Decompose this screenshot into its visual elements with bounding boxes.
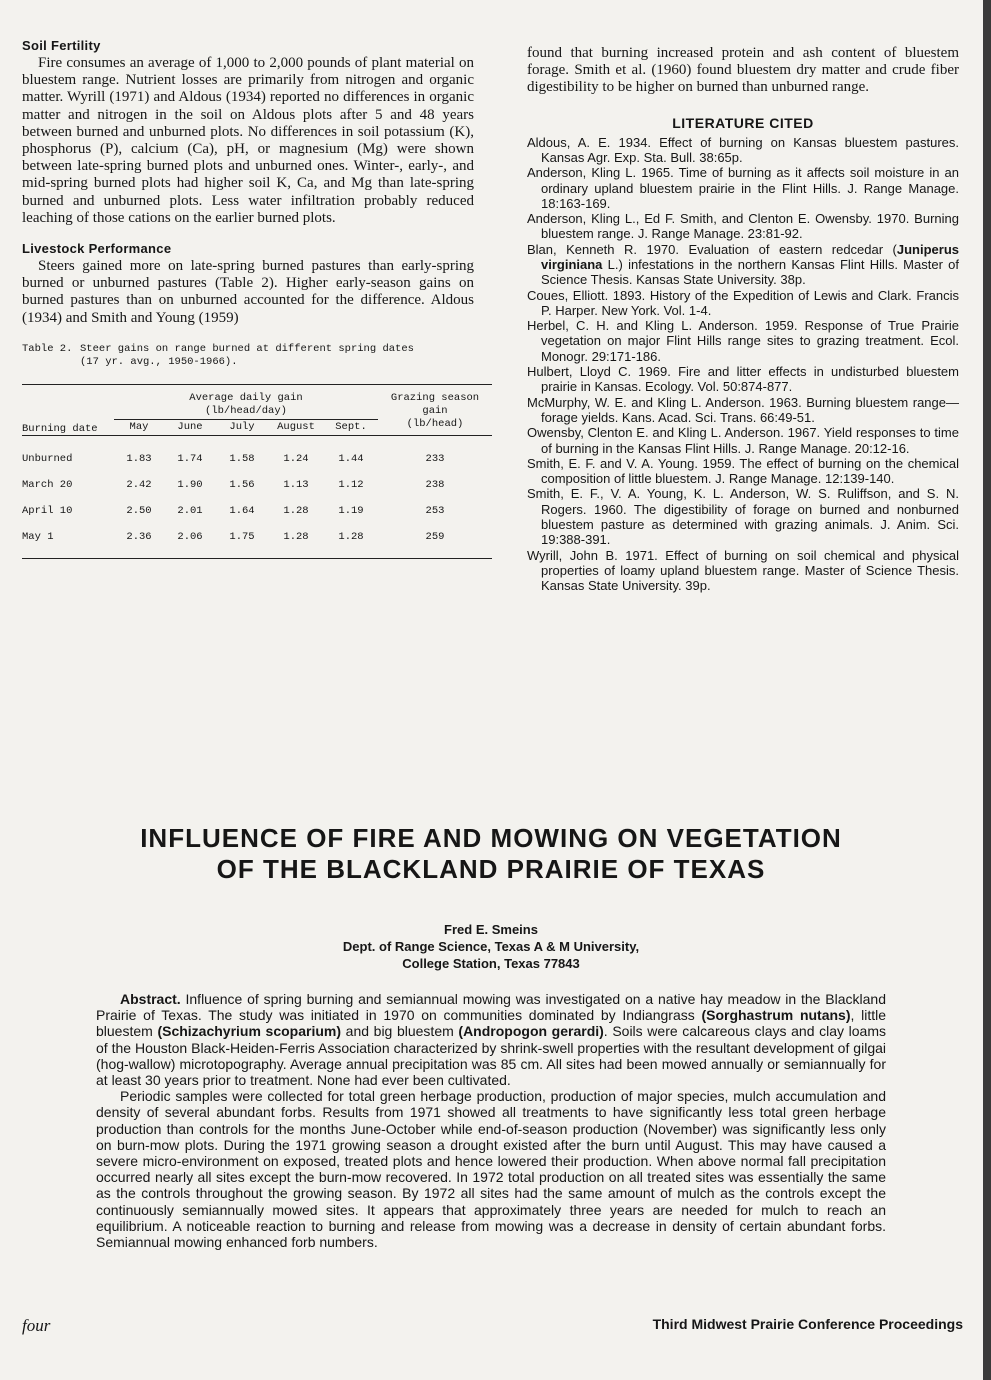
cell: 1.12	[338, 478, 364, 491]
season-cell: 238	[425, 478, 445, 491]
cell: 2.01	[177, 504, 203, 517]
avg-gain-units: (lb/head/day)	[205, 404, 287, 417]
reference: McMurphy, W. E. and Kling L. Anderson. 1963. Burning bluestem range—forage yields. Kans. Acad. Sci. Trans. 66:49-51.	[527, 394, 959, 425]
cell: 1.75	[229, 530, 255, 543]
cell: 1.58	[229, 452, 255, 465]
reference: Owensby, Clenton E. and Kling L. Anderson. 1967. Yield responses to time of burning in the Kansas Flint Hills. J. Range Manage. 20:12-16.	[527, 425, 959, 456]
cell: 1.90	[177, 478, 203, 491]
burning-date-header: Burning date	[22, 422, 98, 435]
literature-cited-heading: LITERATURE CITED	[672, 114, 814, 131]
page-footer	[22, 1316, 963, 1336]
article-title	[96, 823, 886, 885]
page-number: four	[22, 1316, 51, 1335]
affiliation: Dept. of Range Science, Texas A & M University,	[342, 939, 640, 954]
reference: Herbel, C. H. and Kling L. Anderson. 1959. Response of True Prairie vegetation on major Flint Hills range sites to grazing treatment. Ecol. Monogr. 29:171-186.	[527, 318, 959, 364]
month-header: Sept.	[324, 419, 378, 435]
cell: 1.83	[126, 452, 152, 465]
reference: Blan, Kenneth R. 1970. Evaluation of eastern redcedar (Juniperus virginiana L.) infestations in the northern Kansas Flint Hills. Master of Science Thesis. Kansas State University. 38p.	[527, 241, 959, 288]
steer-gain-table	[22, 384, 492, 559]
row-date: Unburned	[22, 452, 73, 465]
title-line: OF THE BLACKLAND PRAIRIE OF TEXAS	[216, 854, 766, 884]
abstract-paragraph: Abstract. Influence of spring burning and semiannual mowing was investigated on a native hay meadow in the Blackland Prairie of Texas. The study was initiated in 1970 on communities dominated by Indiangrass (Sorghastrum nutans), little bluestem (Schizachyrium scoparium) and big bluestem (Andropogon gerardi). Soils were calcareous clays and clay loams of the Houston Black-Heiden-Ferris Association characterized by shrink-swell properties with the resultant development of gilgai (hog-wallow) microtopography. Average annual precipitation was 85 cm. All sites had been mowed annually or semiannually for at least 30 years prior to treatment. None had ever been cultivated.	[96, 991, 886, 1089]
reference: Anderson, Kling L. 1965. Time of burning as it affects soil moisture in an ordinary upland bluestem prairie in the Flint Hills. J. Range Manage. 18:163-169.	[527, 165, 959, 211]
cell: 1.64	[229, 504, 255, 517]
table-row	[22, 446, 492, 472]
season-gain-header2: gain	[422, 404, 448, 417]
table-caption-line2: (17 yr. avg., 1950-1966).	[80, 355, 238, 368]
season-cell: 233	[425, 452, 445, 465]
article	[96, 823, 886, 1250]
right-column	[527, 45, 959, 594]
month-header: July	[216, 419, 268, 435]
cell: 1.28	[283, 530, 309, 543]
reference: Smith, E. F., V. A. Young, K. L. Anderson, W. S. Ruliffson, and S. N. Rogers. 1960. The digestibility of forage on burned and nonburned bluestem pasture as determined with grazing animals. J. Anim. Sci. 19:388-391.	[527, 486, 959, 548]
cell: 1.19	[338, 504, 364, 517]
livestock-heading: Livestock Performance	[22, 241, 172, 257]
abstract-label: Abstract.	[120, 991, 181, 1007]
reference: Aldous, A. E. 1934. Effect of burning on Kansas bluestem pastures. Kansas Agr. Exp. Sta. Bull. 38:65p.	[527, 134, 959, 165]
cell: 2.06	[177, 530, 203, 543]
table-caption-line1: Steer gains on range burned at different spring dates	[80, 342, 414, 355]
cell: 2.50	[126, 504, 152, 517]
table-row	[22, 498, 492, 524]
continuation-text: found that burning increased protein and ash content of bluestem forage. Smith et al. (1960) found bluestem dry matter and crude fiber digestibility to be higher on burned than unburned range.	[527, 45, 959, 96]
month-header: May	[114, 419, 164, 435]
season-gain-header: Grazing season	[390, 391, 480, 404]
cell: 1.28	[338, 530, 364, 543]
season-cell: 259	[425, 530, 445, 543]
page-edge	[983, 0, 991, 1380]
abstract	[96, 991, 886, 1250]
reference: Hulbert, Lloyd C. 1969. Fire and litter effects in undisturbed bluestem prairie in Kansas. Ecology. Vol. 50:874-877.	[527, 364, 959, 395]
cell: 1.44	[338, 452, 364, 465]
season-cell: 253	[425, 504, 445, 517]
cell: 1.13	[283, 478, 309, 491]
table-row	[22, 524, 492, 550]
affiliation-address: College Station, Texas 77843	[402, 956, 580, 971]
table-label: Table 2.	[22, 342, 73, 355]
proceedings-title: Third Midwest Prairie Conference Proceedings	[652, 1316, 963, 1332]
table-row	[22, 472, 492, 498]
cell: 1.28	[283, 504, 309, 517]
left-column	[22, 38, 480, 559]
cell: 2.42	[126, 478, 152, 491]
author-name: Fred E. Smeins	[444, 922, 538, 937]
reference-list	[527, 135, 959, 594]
month-header: June	[164, 419, 216, 435]
row-date: March 20	[22, 478, 73, 491]
author-block	[96, 921, 886, 972]
soil-fertility-text: Fire consumes an average of 1,000 to 2,000 pounds of plant material on bluestem range. Nutrient losses are primarily from nitrogen and organic matter. Wyrill (1971) and Aldous (1934) reported no differences in organic matter and nitrogen in the soil on Aldous plots after 5 and 48 years between burned and unburned plots. No differences in soil potassium (K), phosphorus (P), calcium (Ca), pH, or magnesium (Mg) were shown between late-spring burned plots and unburned ones. Winter-, early-, and mid-spring burned plots had higher soil K, Ca, and Mg than late-spring burned and unburned plots. Less water infiltration probably reduced leaching of those cations on the earlier burned plots.	[22, 55, 474, 226]
month-header: August	[268, 419, 324, 435]
cell: 1.24	[283, 452, 309, 465]
avg-gain-header: Average daily gain	[189, 391, 303, 404]
reference: Smith, E. F. and V. A. Young. 1959. The effect of burning on the chemical composition of little bluestem. J. Range Manage. 12:139-140.	[527, 455, 959, 487]
reference: Anderson, Kling L., Ed F. Smith, and Clenton E. Owensby. 1970. Burning bluestem range. J. Range Manage. 23:81-92.	[527, 211, 959, 242]
reference: Wyrill, John B. 1971. Effect of burning on soil chemical and physical properties of loamy upland bluestem range. Master of Science Thesis. Kansas State University. 39p.	[527, 547, 959, 594]
cell: 1.74	[177, 452, 203, 465]
soil-fertility-heading: Soil Fertility	[22, 38, 101, 53]
season-gain-units: (lb/head)	[406, 417, 464, 430]
abstract-paragraph: Periodic samples were collected for total green herbage production, production of major species, mulch accumulation and density of several abundant forbs. Results from 1971 showed all treatments to have significantly less total green herbage production than controls for the months June-October while end-of-season production (November) was significantly less only on burn-mow plots. During the 1971 growing season a drought existed after the burn until August. This may have caused a severe micro-environment on exposed, treated plots and hence lowered their production. When above normal fall precipitation occurred nearly all sites except the burn-mow recovered. In 1972 total production on all treated sites was essentially the same as the controls throughout the growing season. By 1972 all sites had the same amount of mulch as the controls except the continuously semiannually mowed sites. It appears that approximately three years are needed for mulch to reach an equilibrium. A noticeable reaction to burning and release from mowing was a decrease in density of certain abundant forbs. Semiannual mowing enhanced forb numbers.	[96, 1088, 886, 1251]
reference: Coues, Elliott. 1893. History of the Expedition of Lewis and Clark. Francis P. Harper. New York. Vol. 1-4.	[527, 287, 959, 318]
cell: 2.36	[126, 530, 152, 543]
livestock-text: Steers gained more on late-spring burned pastures than early-spring burned or unburned pastures (Table 2). Higher early-season gains on burned pastures than on unburned accounted for the difference. Aldous (1934) and Smith and Young (1959)	[22, 258, 474, 326]
cell: 1.56	[229, 478, 255, 491]
row-date: April 10	[22, 504, 73, 517]
title-line: INFLUENCE OF FIRE AND MOWING ON VEGETATION	[140, 823, 842, 853]
row-date: May 1	[22, 530, 54, 543]
table-caption	[22, 343, 474, 369]
